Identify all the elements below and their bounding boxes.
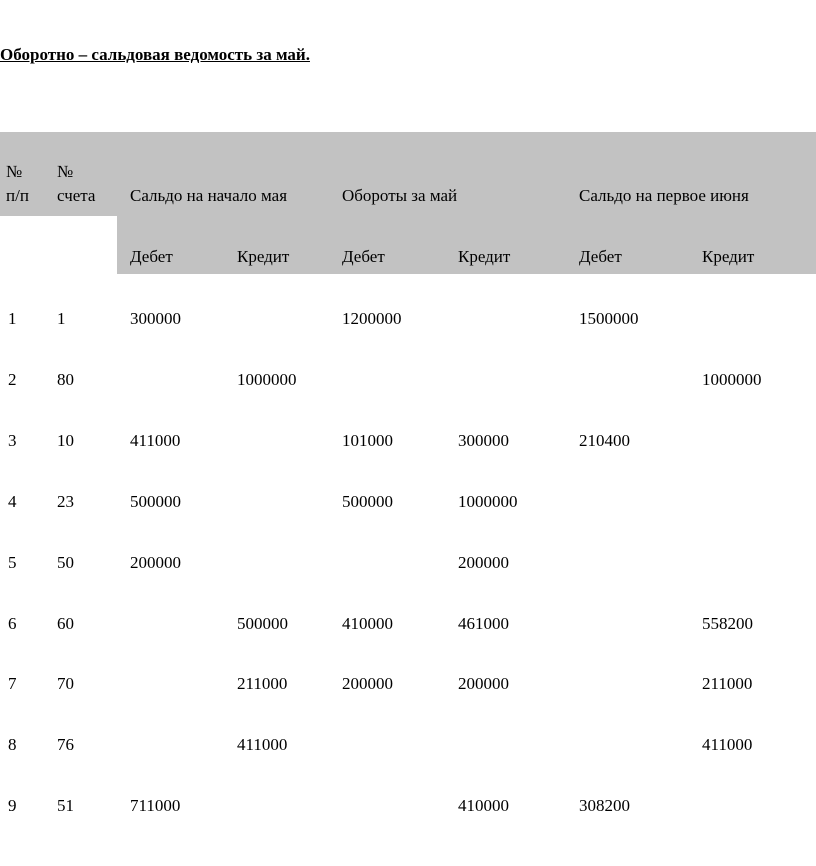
cell-row-number: 6 xyxy=(8,614,17,633)
cell-turnover-credit: 410000 xyxy=(458,796,509,815)
cell-turnover-debit: 200000 xyxy=(342,674,393,693)
subheader-credit: Кредит xyxy=(458,247,511,266)
header-saldo-start: Сальдо на начало мая xyxy=(130,186,288,205)
cell-account-number: 80 xyxy=(57,370,74,389)
header-account-number xyxy=(57,160,95,208)
cell-account-number: 23 xyxy=(57,492,74,511)
cell-turnover-credit: 200000 xyxy=(458,674,509,693)
subheader-debit: Дебет xyxy=(130,247,173,266)
header-turnover: Обороты за май xyxy=(342,186,458,205)
cell-account-number: 10 xyxy=(57,431,74,450)
header-account-number-line1: № xyxy=(57,162,74,181)
cell-turnover-debit: 1200000 xyxy=(342,309,402,328)
cell-row-number: 9 xyxy=(8,796,17,815)
cell-row-number: 4 xyxy=(8,492,17,511)
cell-account-number: 51 xyxy=(57,796,74,815)
cell-account-number: 70 xyxy=(57,674,74,693)
cell-saldo-start-debit: 711000 xyxy=(130,796,181,815)
subheader-debit: Дебет xyxy=(342,247,385,266)
cell-account-number: 1 xyxy=(57,309,66,328)
cell-turnover-credit: 300000 xyxy=(458,431,509,450)
cell-saldo-start-debit: 200000 xyxy=(130,553,181,572)
cell-saldo-start-credit: 211000 xyxy=(237,674,288,693)
cell-turnover-credit: 1000000 xyxy=(458,492,518,511)
cell-saldo-start-credit: 1000000 xyxy=(237,370,297,389)
cell-row-number: 5 xyxy=(8,553,17,572)
subheader-credit: Кредит xyxy=(702,247,755,266)
cell-saldo-end-credit: 1000000 xyxy=(702,370,762,389)
cell-row-number: 8 xyxy=(8,735,17,754)
cell-account-number: 60 xyxy=(57,614,74,633)
cell-row-number: 2 xyxy=(8,370,17,389)
cell-saldo-end-credit: 411000 xyxy=(702,735,753,754)
page-title: Оборотно – сальдовая ведомость за май. xyxy=(0,45,310,64)
header-row-number xyxy=(6,160,29,208)
cell-turnover-credit: 200000 xyxy=(458,553,509,572)
cell-saldo-start-debit: 300000 xyxy=(130,309,181,328)
cell-row-number: 1 xyxy=(8,309,17,328)
cell-saldo-start-debit: 500000 xyxy=(130,492,181,511)
header-account-number-line2: счета xyxy=(57,186,96,205)
cell-account-number: 76 xyxy=(57,735,74,754)
cell-turnover-debit: 410000 xyxy=(342,614,393,633)
cell-row-number: 7 xyxy=(8,674,17,693)
header-saldo-end: Сальдо на первое июня xyxy=(579,186,749,205)
cell-saldo-end-credit: 211000 xyxy=(702,674,753,693)
cell-saldo-start-credit: 500000 xyxy=(237,614,288,633)
header-row-number-line2: п/п xyxy=(6,186,29,205)
cell-turnover-credit: 461000 xyxy=(458,614,509,633)
subheader-credit: Кредит xyxy=(237,247,290,266)
cell-saldo-start-credit: 411000 xyxy=(237,735,288,754)
cell-turnover-debit: 500000 xyxy=(342,492,393,511)
cell-row-number: 3 xyxy=(8,431,17,450)
cell-saldo-end-debit: 308200 xyxy=(579,796,630,815)
cell-saldo-end-debit: 210400 xyxy=(579,431,630,450)
subheader-debit: Дебет xyxy=(579,247,622,266)
header-row-number-line1: № xyxy=(6,162,23,181)
cell-saldo-start-debit: 411000 xyxy=(130,431,181,450)
cell-saldo-end-credit: 558200 xyxy=(702,614,753,633)
cell-turnover-debit: 101000 xyxy=(342,431,393,450)
cell-saldo-end-debit: 1500000 xyxy=(579,309,639,328)
cell-account-number: 50 xyxy=(57,553,74,572)
